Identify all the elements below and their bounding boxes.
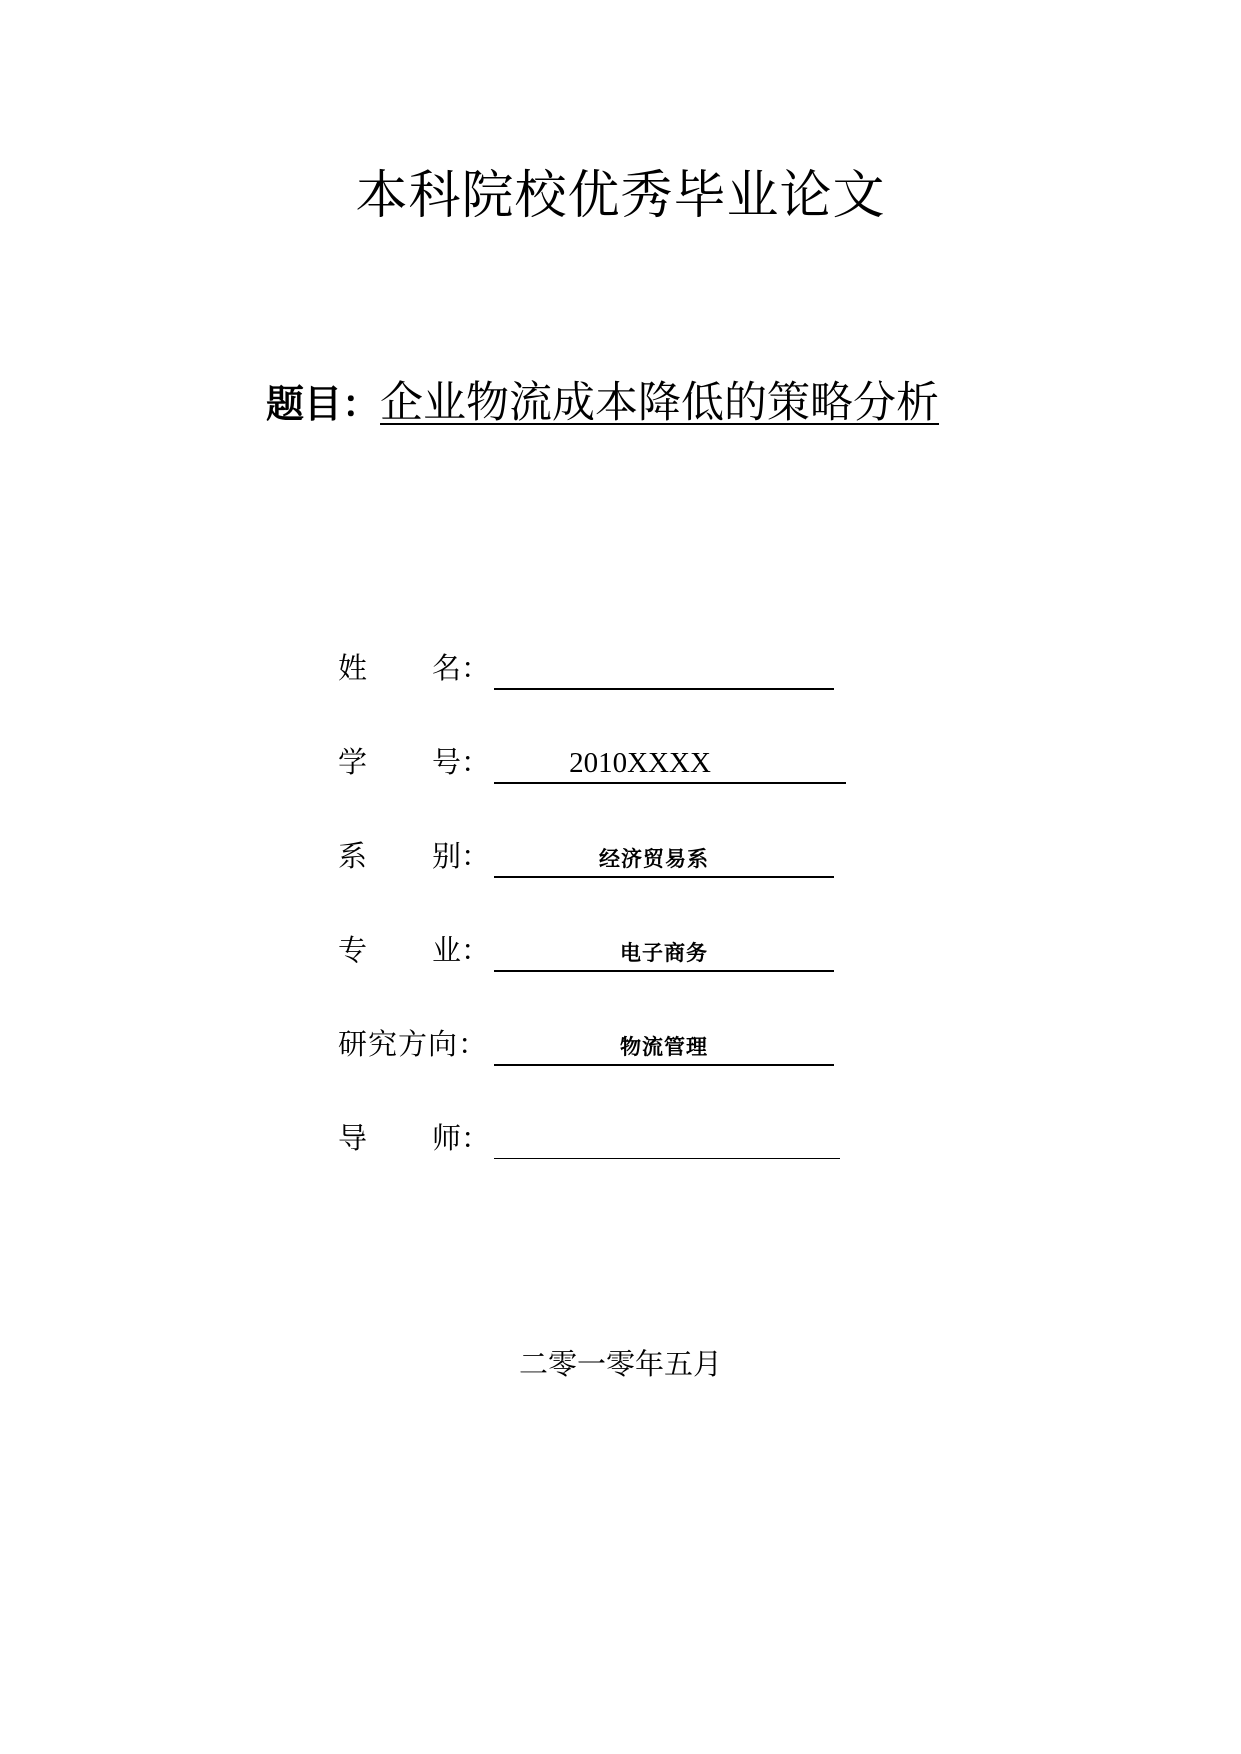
field-major-value: 电子商务 — [620, 941, 708, 965]
field-major-label-part1: 专 — [338, 933, 368, 967]
field-name — [338, 646, 838, 690]
topic-row — [266, 377, 939, 429]
field-department-label — [338, 834, 498, 878]
field-department-label-part1: 系 — [338, 839, 368, 873]
field-name-label-part2: 名： — [432, 651, 491, 685]
field-major-label — [338, 928, 498, 972]
field-major — [338, 928, 838, 972]
field-student-id-value: 2010XXXX — [569, 747, 711, 779]
submission-date: 二零一零年五月 — [518, 1347, 722, 1381]
field-department-value: 经济贸易系 — [599, 847, 709, 871]
topic-value: 企业物流成本降低的策略分析 — [380, 378, 940, 428]
field-department-blank[interactable] — [494, 834, 834, 878]
field-department-label-part2: 别： — [432, 839, 491, 873]
topic-label: 题目： — [266, 382, 381, 426]
field-advisor-label-part1: 导 — [338, 1121, 368, 1155]
field-research-direction-label — [338, 1022, 498, 1066]
field-advisor-label — [338, 1116, 498, 1160]
field-advisor — [338, 1116, 848, 1160]
field-major-blank[interactable] — [494, 928, 834, 972]
field-student-id-label-part1: 学 — [338, 745, 368, 779]
field-student-id — [338, 740, 848, 784]
field-student-id-label — [338, 740, 498, 784]
field-name-label — [338, 646, 498, 690]
field-department — [338, 834, 838, 878]
field-student-id-blank[interactable] — [494, 740, 846, 784]
field-research-direction-value: 物流管理 — [620, 1035, 708, 1059]
field-major-label-part2: 业： — [432, 933, 491, 967]
field-name-label-part1: 姓 — [338, 651, 368, 685]
main-title: 本科院校优秀毕业论文 — [355, 166, 886, 226]
field-advisor-blank[interactable] — [494, 1116, 840, 1159]
field-research-direction — [338, 1022, 838, 1066]
field-research-direction-blank[interactable] — [494, 1022, 834, 1066]
field-name-blank[interactable] — [494, 646, 834, 690]
field-advisor-label-part2: 师： — [432, 1121, 491, 1155]
field-student-id-label-part2: 号： — [432, 745, 491, 779]
field-research-direction-label-text: 研究方向： — [338, 1027, 489, 1061]
